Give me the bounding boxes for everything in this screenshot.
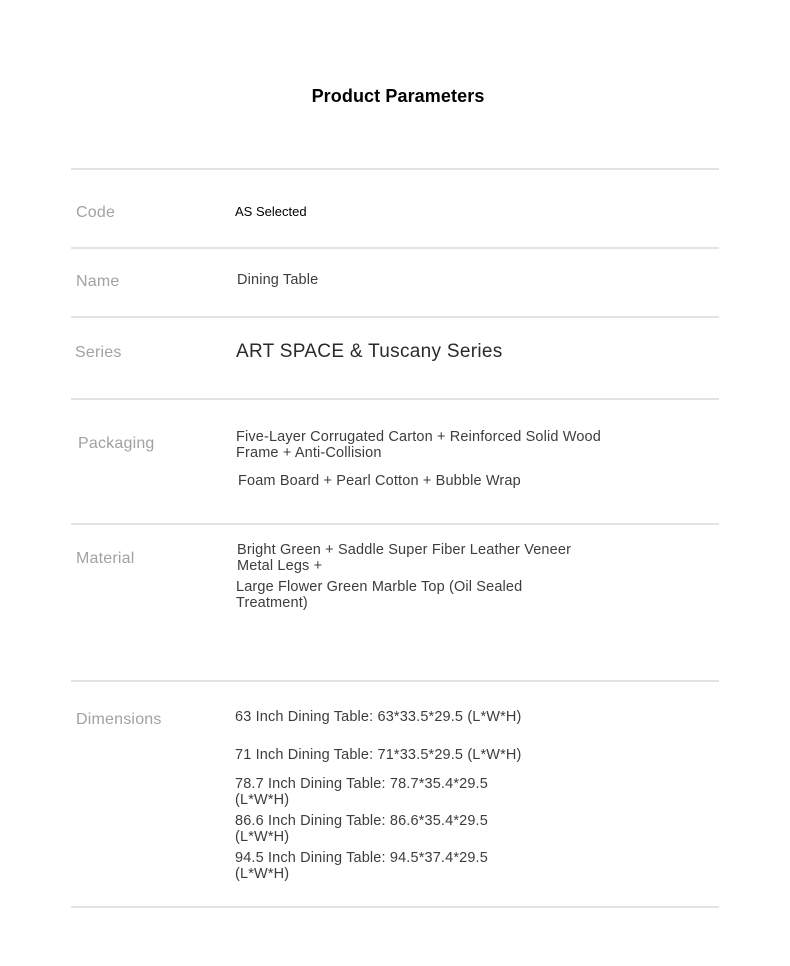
dimension-item: 78.7 Inch Dining Table: 78.7*35.4*29.5 (L*W*H) <box>235 776 488 808</box>
divider <box>71 398 719 400</box>
divider <box>71 680 719 682</box>
divider <box>71 247 719 249</box>
packaging-value-1: Five-Layer Corrugated Carton + Reinforced Solid Wood Frame + Anti-Collision <box>236 429 601 461</box>
divider <box>71 906 719 908</box>
series-value: ART SPACE & Tuscany Series <box>236 341 503 362</box>
code-value: AS Selected <box>235 204 307 219</box>
material-value-2: Large Flower Green Marble Top (Oil Sealed Treatment) <box>236 579 523 611</box>
packaging-value-2: Foam Board + Pearl Cotton + Bubble Wrap <box>238 473 521 489</box>
series-label: Series <box>75 344 122 361</box>
material-value-1: Bright Green + Saddle Super Fiber Leather Veneer Metal Legs + <box>237 542 572 574</box>
divider <box>71 316 719 318</box>
dimension-item: 86.6 Inch Dining Table: 86.6*35.4*29.5 (L*W*H) <box>235 813 488 845</box>
dimensions-label: Dimensions <box>76 711 162 728</box>
divider <box>71 523 719 525</box>
page-title: Product Parameters <box>311 86 485 106</box>
dimension-item: 94.5 Inch Dining Table: 94.5*37.4*29.5 (L*W*H) <box>235 850 488 882</box>
name-label: Name <box>76 273 120 290</box>
divider <box>71 168 719 170</box>
dimension-item: 71 Inch Dining Table: 71*33.5*29.5 (L*W*H) <box>235 747 522 763</box>
dimension-item: 63 Inch Dining Table: 63*33.5*29.5 (L*W*H) <box>235 709 522 725</box>
name-value: Dining Table <box>237 272 319 288</box>
code-label: Code <box>76 204 116 221</box>
packaging-label: Packaging <box>78 435 155 452</box>
material-label: Material <box>76 550 135 567</box>
